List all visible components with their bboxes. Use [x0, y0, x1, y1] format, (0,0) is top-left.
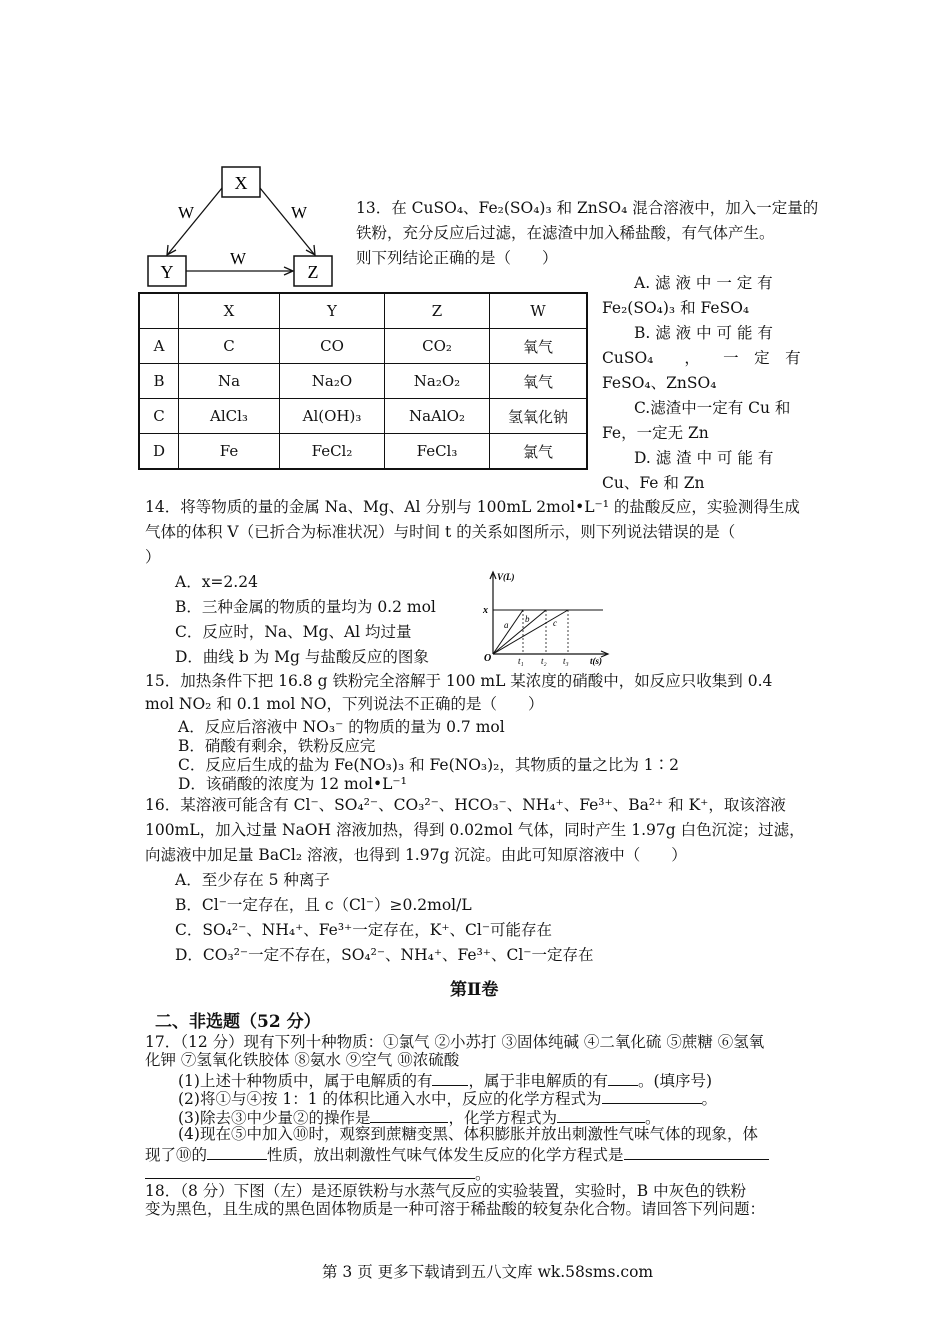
answer-blank[interactable] — [602, 1087, 702, 1104]
q16-option-d[interactable]: D．CO₃²⁻一定不存在，SO₄²⁻、NH₄⁺、Fe³⁺、Cl⁻一定存在 — [175, 946, 594, 964]
q13-option-c[interactable]: C.滤渣中一定有 Cu 和 — [634, 399, 791, 417]
options-table — [138, 292, 588, 470]
q16-option-a[interactable]: A．至少存在 5 种离子 — [175, 871, 330, 889]
answer-blank[interactable] — [608, 1069, 638, 1086]
q14-option-b[interactable]: B．三种金属的物质的量均为 0.2 mol — [175, 598, 436, 616]
answer-blank[interactable] — [207, 1143, 267, 1160]
graph-origin: O — [484, 653, 492, 664]
page-footer: 第 3 页 更多下载请到五八文库 wk.58sms.com — [322, 1263, 654, 1281]
table-row: A C CO CO₂ 氧气 — [139, 329, 587, 364]
q15-option-b[interactable]: B．硝酸有剩余，铁粉反应完 — [178, 737, 376, 755]
q14-option-c[interactable]: C．反应时，Na、Mg、Al 均过量 — [175, 623, 412, 641]
table-header-row: X Y Z W — [139, 293, 587, 329]
table-row: B Na Na₂O Na₂O₂ 氧气 — [139, 364, 587, 399]
label-w-bottom: W — [230, 249, 247, 268]
label-z: Z — [307, 262, 319, 282]
curve-c-label: c — [553, 618, 557, 628]
graph-x-label: t(s) — [590, 656, 602, 666]
q16-option-c[interactable]: C．SO₄²⁻、NH₄⁺、Fe³⁺一定存在，K⁺、Cl⁻可能存在 — [175, 921, 553, 939]
tick-t1: t₁ — [518, 656, 524, 666]
graph-y-label: V(L) — [497, 572, 515, 582]
table-row: C AlCl₃ Al(OH)₃ NaAlO₂ 氢氧化钠 — [139, 399, 587, 434]
q15-option-c[interactable]: C．反应后生成的盐为 Fe(NO₃)₃ 和 Fe(NO₃)₂，其物质的量之比为 1∶2 — [178, 756, 680, 774]
q15-option-a[interactable]: A．反应后溶液中 NO₃⁻ 的物质的量为 0.7 mol — [178, 718, 505, 736]
volume-time-graph — [478, 568, 618, 668]
q14-option-d[interactable]: D．曲线 b 为 Mg 与盐酸反应的图象 — [175, 648, 429, 666]
label-w-left: W — [178, 203, 195, 222]
q13-option-b[interactable]: B. 滤 液 中 可 能 有 — [634, 324, 773, 342]
table-row: D Fe FeCl₂ FeCl₃ 氯气 — [139, 434, 587, 470]
tick-t3: t₃ — [563, 656, 569, 666]
label-x: X — [234, 173, 248, 193]
q15-option-d[interactable]: D．该硝酸的浓度为 12 mol•L⁻¹ — [178, 775, 407, 793]
xyz-relation-diagram — [140, 160, 340, 295]
answer-blank[interactable] — [557, 1106, 645, 1123]
part-title: 二、非选题（52 分） — [155, 1012, 321, 1032]
q13-option-d[interactable]: D. 滤 渣 中 可 能 有 — [634, 449, 774, 467]
q13-option-a[interactable]: A. 滤 液 中 一 定 有 — [634, 274, 773, 292]
section-title: 第Ⅱ卷 — [450, 980, 499, 1000]
tick-t2: t₂ — [541, 656, 547, 666]
answer-blank[interactable] — [624, 1143, 769, 1160]
answer-blank[interactable] — [145, 1162, 475, 1179]
curve-b-label: b — [525, 614, 530, 624]
graph-x-value: x — [483, 605, 488, 616]
answer-blank[interactable] — [432, 1069, 468, 1086]
q14-option-a[interactable]: A．x=2.24 — [175, 573, 258, 591]
label-y: Y — [160, 262, 174, 282]
label-w-right: W — [291, 203, 308, 222]
q16-option-b[interactable]: B．Cl⁻一定存在，且 c（Cl⁻）≥0.2mol/L — [175, 896, 472, 914]
curve-a-label: a — [504, 620, 509, 630]
answer-blank[interactable] — [370, 1106, 448, 1123]
